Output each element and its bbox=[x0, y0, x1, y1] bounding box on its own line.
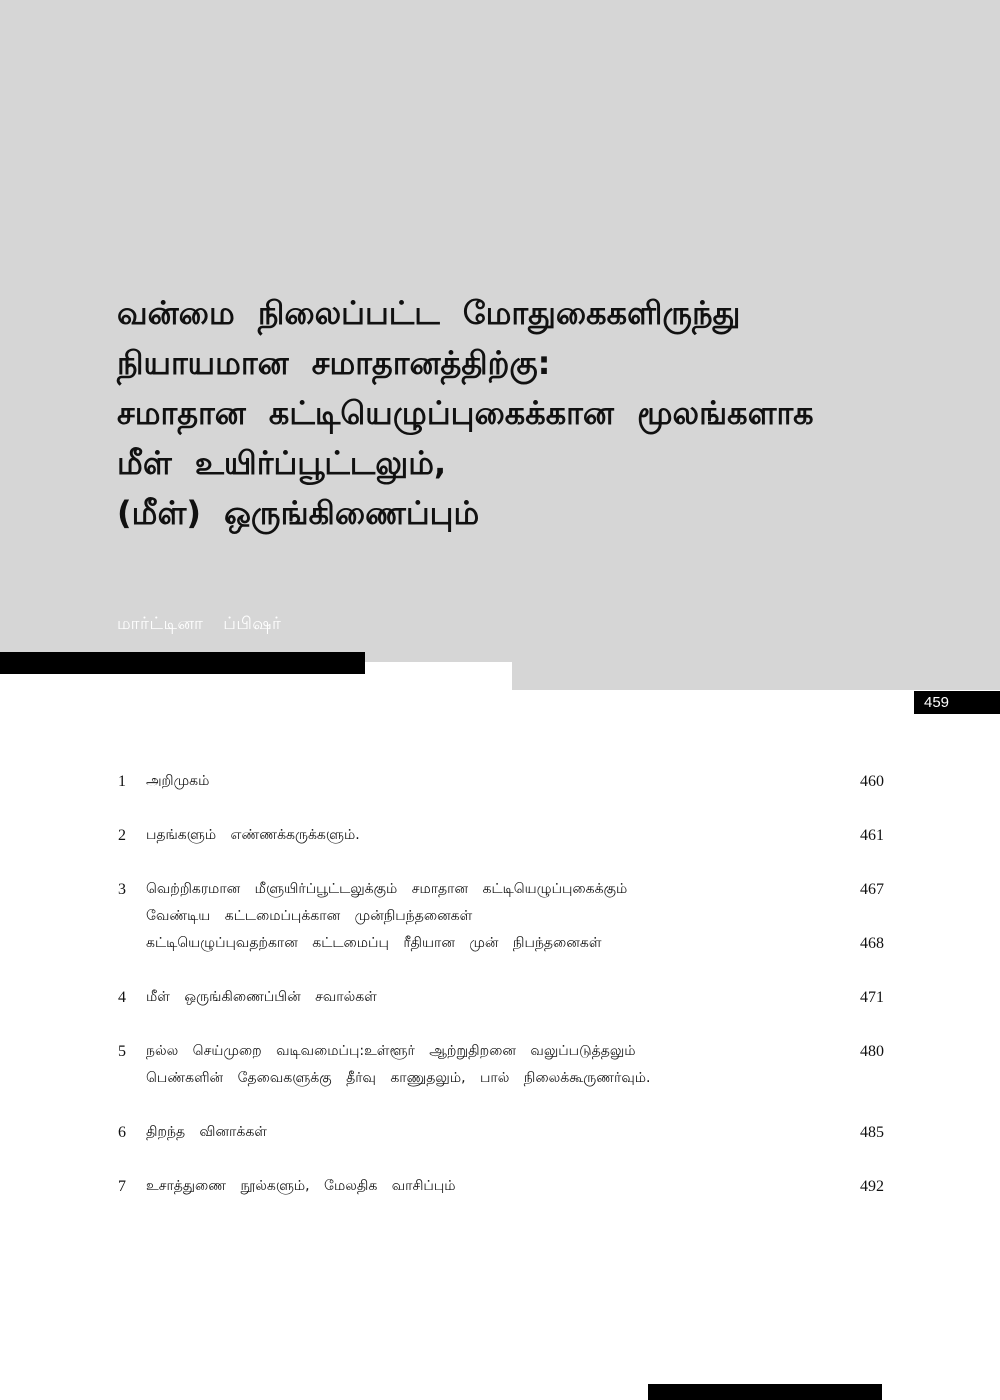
toc-entry-page: 461 bbox=[860, 827, 884, 844]
toc-entry-title: திறந்த வினாக்கள் bbox=[146, 1124, 267, 1140]
page-number: 459 bbox=[914, 691, 1000, 714]
toc-entry-number: 7 bbox=[118, 1178, 126, 1195]
chapter-title-line: சமாதான கட்டியெழுப்புகைக்கான மூலங்களாக bbox=[117, 394, 814, 432]
toc-entry-title: வேண்டிய கட்டமைப்புக்கான முன்நிபந்தனைகள் bbox=[146, 908, 473, 924]
toc-entry-page: 480 bbox=[860, 1043, 884, 1060]
toc-entry-page: 492 bbox=[860, 1178, 884, 1195]
toc-entry-number: 3 bbox=[118, 881, 126, 898]
chapter-title-line: நியாயமான சமாதானத்திற்கு: bbox=[117, 344, 551, 382]
chapter-title bbox=[117, 288, 947, 538]
toc-entry-number: 2 bbox=[118, 827, 126, 844]
toc-entry-title: வெற்றிகரமான மீளுயிர்ப்பூட்டலுக்கும் சமாதான கட்டியெழுப்புகைக்கும் bbox=[146, 881, 628, 897]
toc-entry-title: உசாத்துணை நூல்களும், மேலதிக வாசிப்பும் bbox=[146, 1178, 456, 1194]
footer-black-bar bbox=[648, 1384, 882, 1400]
toc-entry-title: பதங்களும் எண்ணக்கருக்களும். bbox=[146, 827, 360, 843]
toc-entry-page: 467 bbox=[860, 881, 884, 898]
toc-entry-title: பெண்களின் தேவைகளுக்கு தீர்வு காணுதலும், பால் நிலைக்கூருணர்வும். bbox=[146, 1070, 651, 1086]
toc-entry-page: 460 bbox=[860, 773, 884, 790]
toc-entry-page: 468 bbox=[860, 935, 884, 952]
toc-entry-number: 6 bbox=[118, 1124, 126, 1141]
chapter-title-line: வன்மை நிலைப்பட்ட மோதுகைகளிருந்து bbox=[117, 294, 741, 332]
toc-entry-title: அறிமுகம் bbox=[146, 773, 210, 789]
chapter-title-line: மீள் உயிர்ப்பூட்டலும், bbox=[117, 444, 447, 482]
chapter-author: மார்ட்டினா ப்பிஷர் bbox=[117, 614, 282, 634]
toc-entry-number: 5 bbox=[118, 1043, 126, 1060]
header-black-bar bbox=[0, 652, 365, 674]
chapter-title-line: (மீள்) ஒருங்கிணைப்பும் bbox=[117, 494, 480, 532]
toc-entry-number: 4 bbox=[118, 989, 126, 1006]
toc-entry-title: நல்ல செய்முறை வடிவமைப்பு:உள்ளூர் ஆற்றுதிறனை வலுப்படுத்தலும் bbox=[146, 1043, 636, 1059]
toc-entry-title: மீள் ஒருங்கிணைப்பின் சவால்கள் bbox=[146, 989, 377, 1005]
toc-entry-page: 471 bbox=[860, 989, 884, 1006]
toc-entry-page: 485 bbox=[860, 1124, 884, 1141]
toc-entry-subtitle: கட்டியெழுப்புவதற்கான கட்டமைப்பு ரீதியான முன் நிபந்தனைகள் bbox=[146, 935, 602, 951]
toc-entry-number: 1 bbox=[118, 773, 126, 790]
